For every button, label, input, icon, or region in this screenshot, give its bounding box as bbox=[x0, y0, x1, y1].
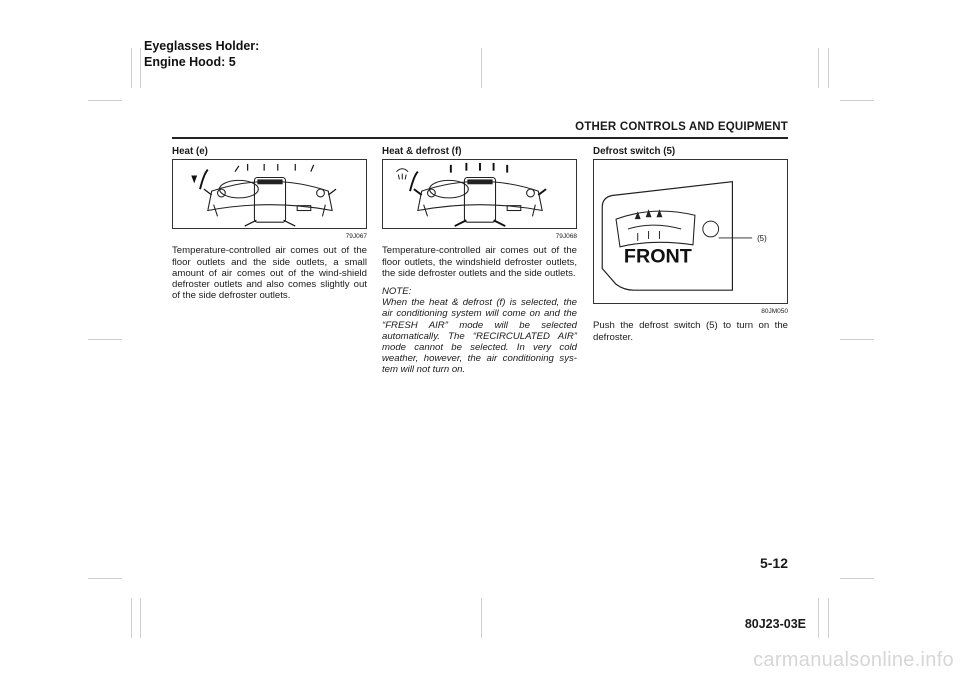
body-text-defrost-switch: Push the defrost switch (5) to turn on the defroster. bbox=[593, 320, 788, 343]
heading-heat-defrost: Heat & defrost (f) bbox=[382, 146, 462, 157]
body-text-heat-defrost: Temperature-controlled air comes out of the floor outlets, the windshield defroster outlets, the side defroster outlets and the side outlets. bbox=[382, 245, 577, 279]
crop-mark bbox=[140, 48, 141, 88]
crop-mark bbox=[818, 48, 819, 88]
dashboard-airflow-illustration bbox=[383, 160, 576, 228]
figure-code: 80JM050 bbox=[761, 308, 788, 316]
crop-mark bbox=[140, 598, 141, 638]
crop-mark bbox=[131, 48, 132, 88]
header-rule bbox=[172, 137, 788, 139]
heading-defrost-switch: Defrost switch (5) bbox=[593, 146, 676, 157]
callout-label: (5) bbox=[757, 234, 767, 244]
crop-mark bbox=[88, 339, 122, 340]
top-meta-line-1: Eyeglasses Holder: bbox=[144, 39, 260, 53]
column-heat bbox=[172, 146, 367, 301]
section-title: OTHER CONTROLS AND EQUIPMENT bbox=[575, 121, 788, 133]
column-heat-defrost bbox=[382, 146, 577, 376]
body-text-heat: Temperature-controlled air comes out of the floor outlets and the side outlets, a small amount of air comes out of the wind-shield defroster outlets and also comes slightly out of the side defroster outlets. bbox=[172, 245, 367, 302]
crop-mark bbox=[818, 598, 819, 638]
watermark: carmanualsonline.info bbox=[753, 649, 954, 671]
crop-mark bbox=[481, 598, 482, 638]
page-number: 5-12 bbox=[759, 555, 788, 571]
figure-code: 79J068 bbox=[555, 233, 577, 241]
figure-defrost-switch bbox=[593, 159, 788, 304]
crop-mark bbox=[88, 578, 122, 579]
figure-heat-airflow bbox=[172, 159, 367, 229]
heading-heat: Heat (e) bbox=[172, 146, 208, 157]
figure-heat-defrost-airflow bbox=[382, 159, 577, 229]
crop-mark bbox=[88, 100, 122, 101]
crop-mark bbox=[131, 598, 132, 638]
dashboard-airflow-illustration bbox=[173, 160, 366, 228]
note-label: NOTE: bbox=[382, 286, 412, 298]
crop-mark bbox=[840, 100, 874, 101]
column-defrost-switch bbox=[593, 146, 788, 343]
crop-mark bbox=[840, 339, 874, 340]
front-label: FRONT bbox=[623, 245, 692, 268]
top-meta bbox=[144, 38, 259, 70]
note-text: When the heat & defrost (f) is selected, the air conditioning system will come on and the “FRESH AIR” mode will be selected automatically. The “RECIRCULATED AIR” mode cannot be selected. In very cold weather, however, the air conditioning sys-tem will not turn on. bbox=[382, 297, 577, 376]
crop-mark bbox=[481, 48, 482, 88]
crop-mark bbox=[828, 48, 829, 88]
crop-mark bbox=[840, 578, 874, 579]
defrost-switch-illustration bbox=[594, 160, 787, 303]
top-meta-line-2: Engine Hood: 5 bbox=[144, 55, 236, 69]
note-block bbox=[382, 286, 577, 376]
crop-mark bbox=[828, 598, 829, 638]
figure-code: 79J067 bbox=[345, 233, 367, 241]
document-code: 80J23-03E bbox=[744, 617, 806, 631]
